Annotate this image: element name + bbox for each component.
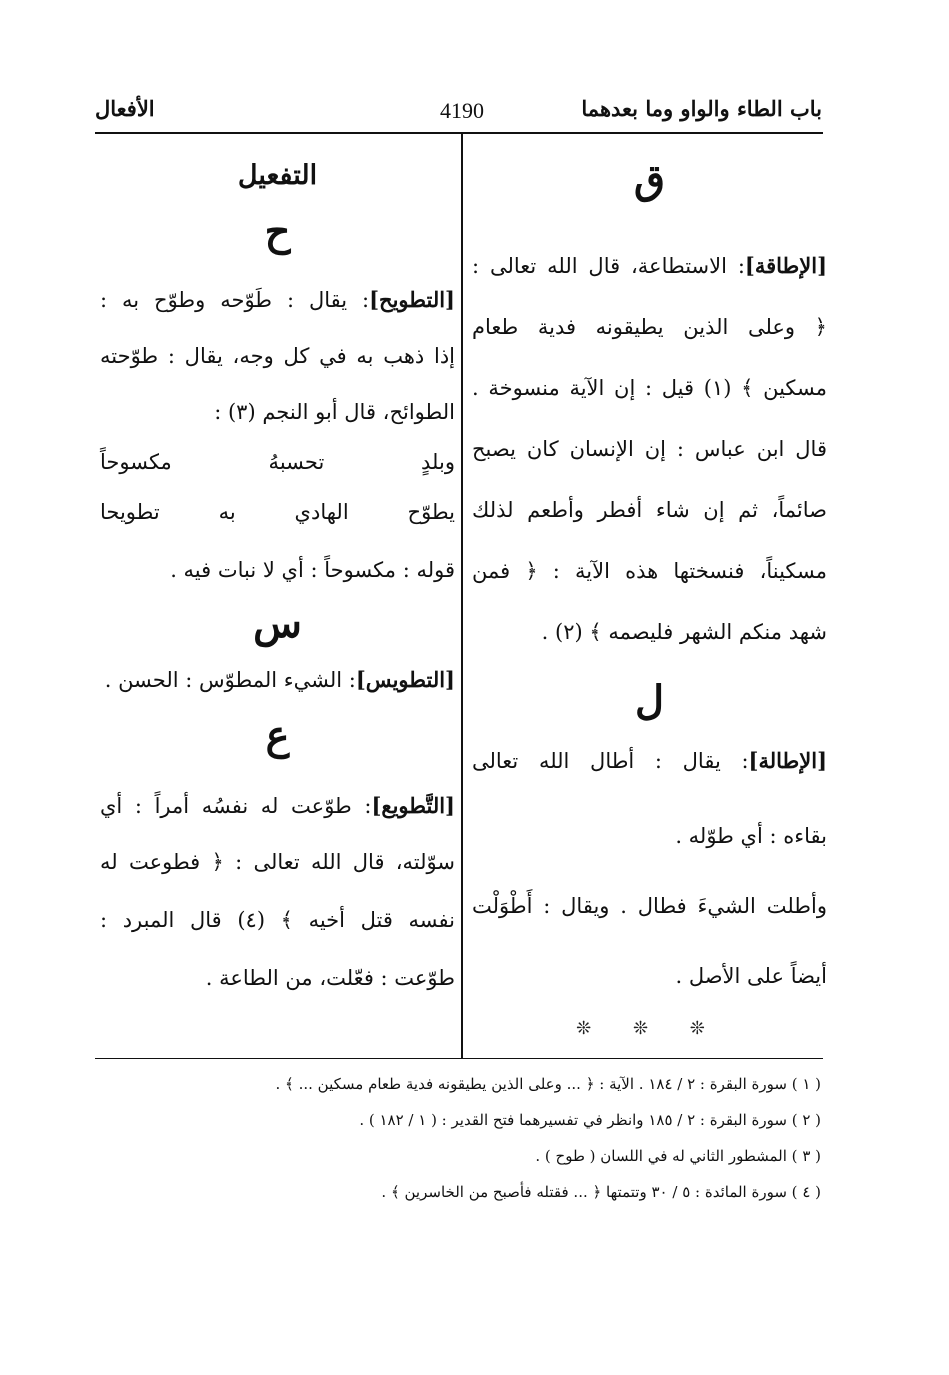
letter-heading-ain: ع: [265, 712, 290, 759]
letter-heading-qaf: ق: [633, 156, 666, 203]
entry-line: شهد منكم الشهر فليصمه ﴾ (٢) .: [541, 620, 827, 644]
section-end-stars: ❊ ❊ ❊: [576, 1018, 723, 1039]
page-number: 4190: [440, 98, 484, 123]
letter-heading-ha: ح: [264, 208, 291, 255]
letter-heading-lam: ل: [634, 677, 665, 724]
entry-line: [الإطالة]: يقال : أطال الله تعالى: [472, 748, 827, 773]
entry-line: أيضاً على الأصل .: [675, 964, 827, 988]
column-separator: [461, 133, 463, 1058]
entry-line: بقاءه : أي طوّله .: [675, 824, 827, 848]
entry-line: وأطلت الشيءَ فطال . ويقال : أَطْوَلْت: [472, 894, 827, 918]
entry-line: سوّلته، قال الله تعالى : ﴿ فطوعت له: [100, 850, 455, 874]
footnote: ( ٣ ) المشطور الثاني له في اللسان ( طوح ) .: [535, 1147, 821, 1165]
entry-line: قال ابن عباس : إن الإنسان كان يصبح: [472, 437, 827, 461]
entry-line: نفسه قتل أخيه ﴾ (٤) قال المبرد :: [100, 908, 456, 932]
entry-term: [التطويس]: [355, 667, 455, 692]
entry-line: [التطويس]: الشيء المطوّس : الحسن .: [104, 667, 455, 692]
entry-line: صائماً، ثم إن شاء أفطر وأطعم لذلك: [472, 498, 827, 522]
verse-line: وبلدٍ تحسبهُ مكسوحاً: [100, 450, 455, 474]
entry-line: مسكيناً، فنسختها هذه الآية : ﴿ فمن: [472, 559, 827, 583]
page-header: [95, 96, 822, 130]
footnote: ( ٤ ) سورة المائدة : ٥ / ٣٠ وتتمتها ﴿ ... فقتله فأصبح من الخاسرين ﴾ .: [381, 1183, 821, 1201]
footnote: ( ١ ) سورة البقرة : ٢ / ١٨٤ . الآية : ﴿ ... وعلى الذين يطيقونه فدية طعام مسكين ... ﴾ .: [275, 1075, 821, 1093]
entry-term: [التَّطويع]: [371, 793, 455, 818]
entry-line: [التَّطويع]: طوّعت له نفسُه أمراً : أي: [100, 793, 455, 818]
entry-line: إذا ذهب به في كل وجه، يقال : طوّحته: [100, 344, 455, 368]
entry-line: [الإطاقة]: الاستطاعة، قال الله تعالى :: [472, 253, 827, 278]
letter-heading-sin: س: [253, 600, 302, 647]
entry-line: ﴿ وعلى الذين يطيقونه فدية طعام: [472, 315, 827, 339]
verse-line: يطوّح الهادي به تطويحا: [100, 500, 455, 524]
entry-term: [الإطاقة]: [744, 253, 827, 278]
right-column: [472, 156, 827, 1039]
entry-line: قوله : مكسوحاً : أي لا نبات فيه .: [170, 558, 455, 582]
entry-term: [التطويح]: [369, 287, 455, 312]
entry-line: الطوائح، قال أبو النجم (٣) :: [214, 400, 455, 424]
footnotes: [101, 1070, 821, 1214]
header-rule: [95, 132, 823, 134]
footnote: ( ٢ ) سورة البقرة : ٢ / ١٨٥ وانظر في تفسيرهما فتح القدير : ( ١ / ١٨٢ ) .: [359, 1111, 821, 1129]
chapter-title: باب الطاء والواو وما بعدهما: [581, 96, 822, 121]
entry-term: [الإطالة]: [748, 748, 827, 773]
entry-line: [التطويح]: يقال : طَوّحه وطوّح به :: [100, 287, 455, 312]
entry-line: مسكين ﴾ (١) قيل : إن الآية منسوخة .: [472, 376, 827, 400]
section-title: التفعيل: [237, 160, 318, 191]
section-running-title: الأفعال: [95, 96, 155, 121]
footnote-rule: [95, 1058, 823, 1059]
left-column: [100, 160, 455, 1008]
entry-line: طوّعت : فعّلت، من الطاعة .: [205, 966, 455, 990]
